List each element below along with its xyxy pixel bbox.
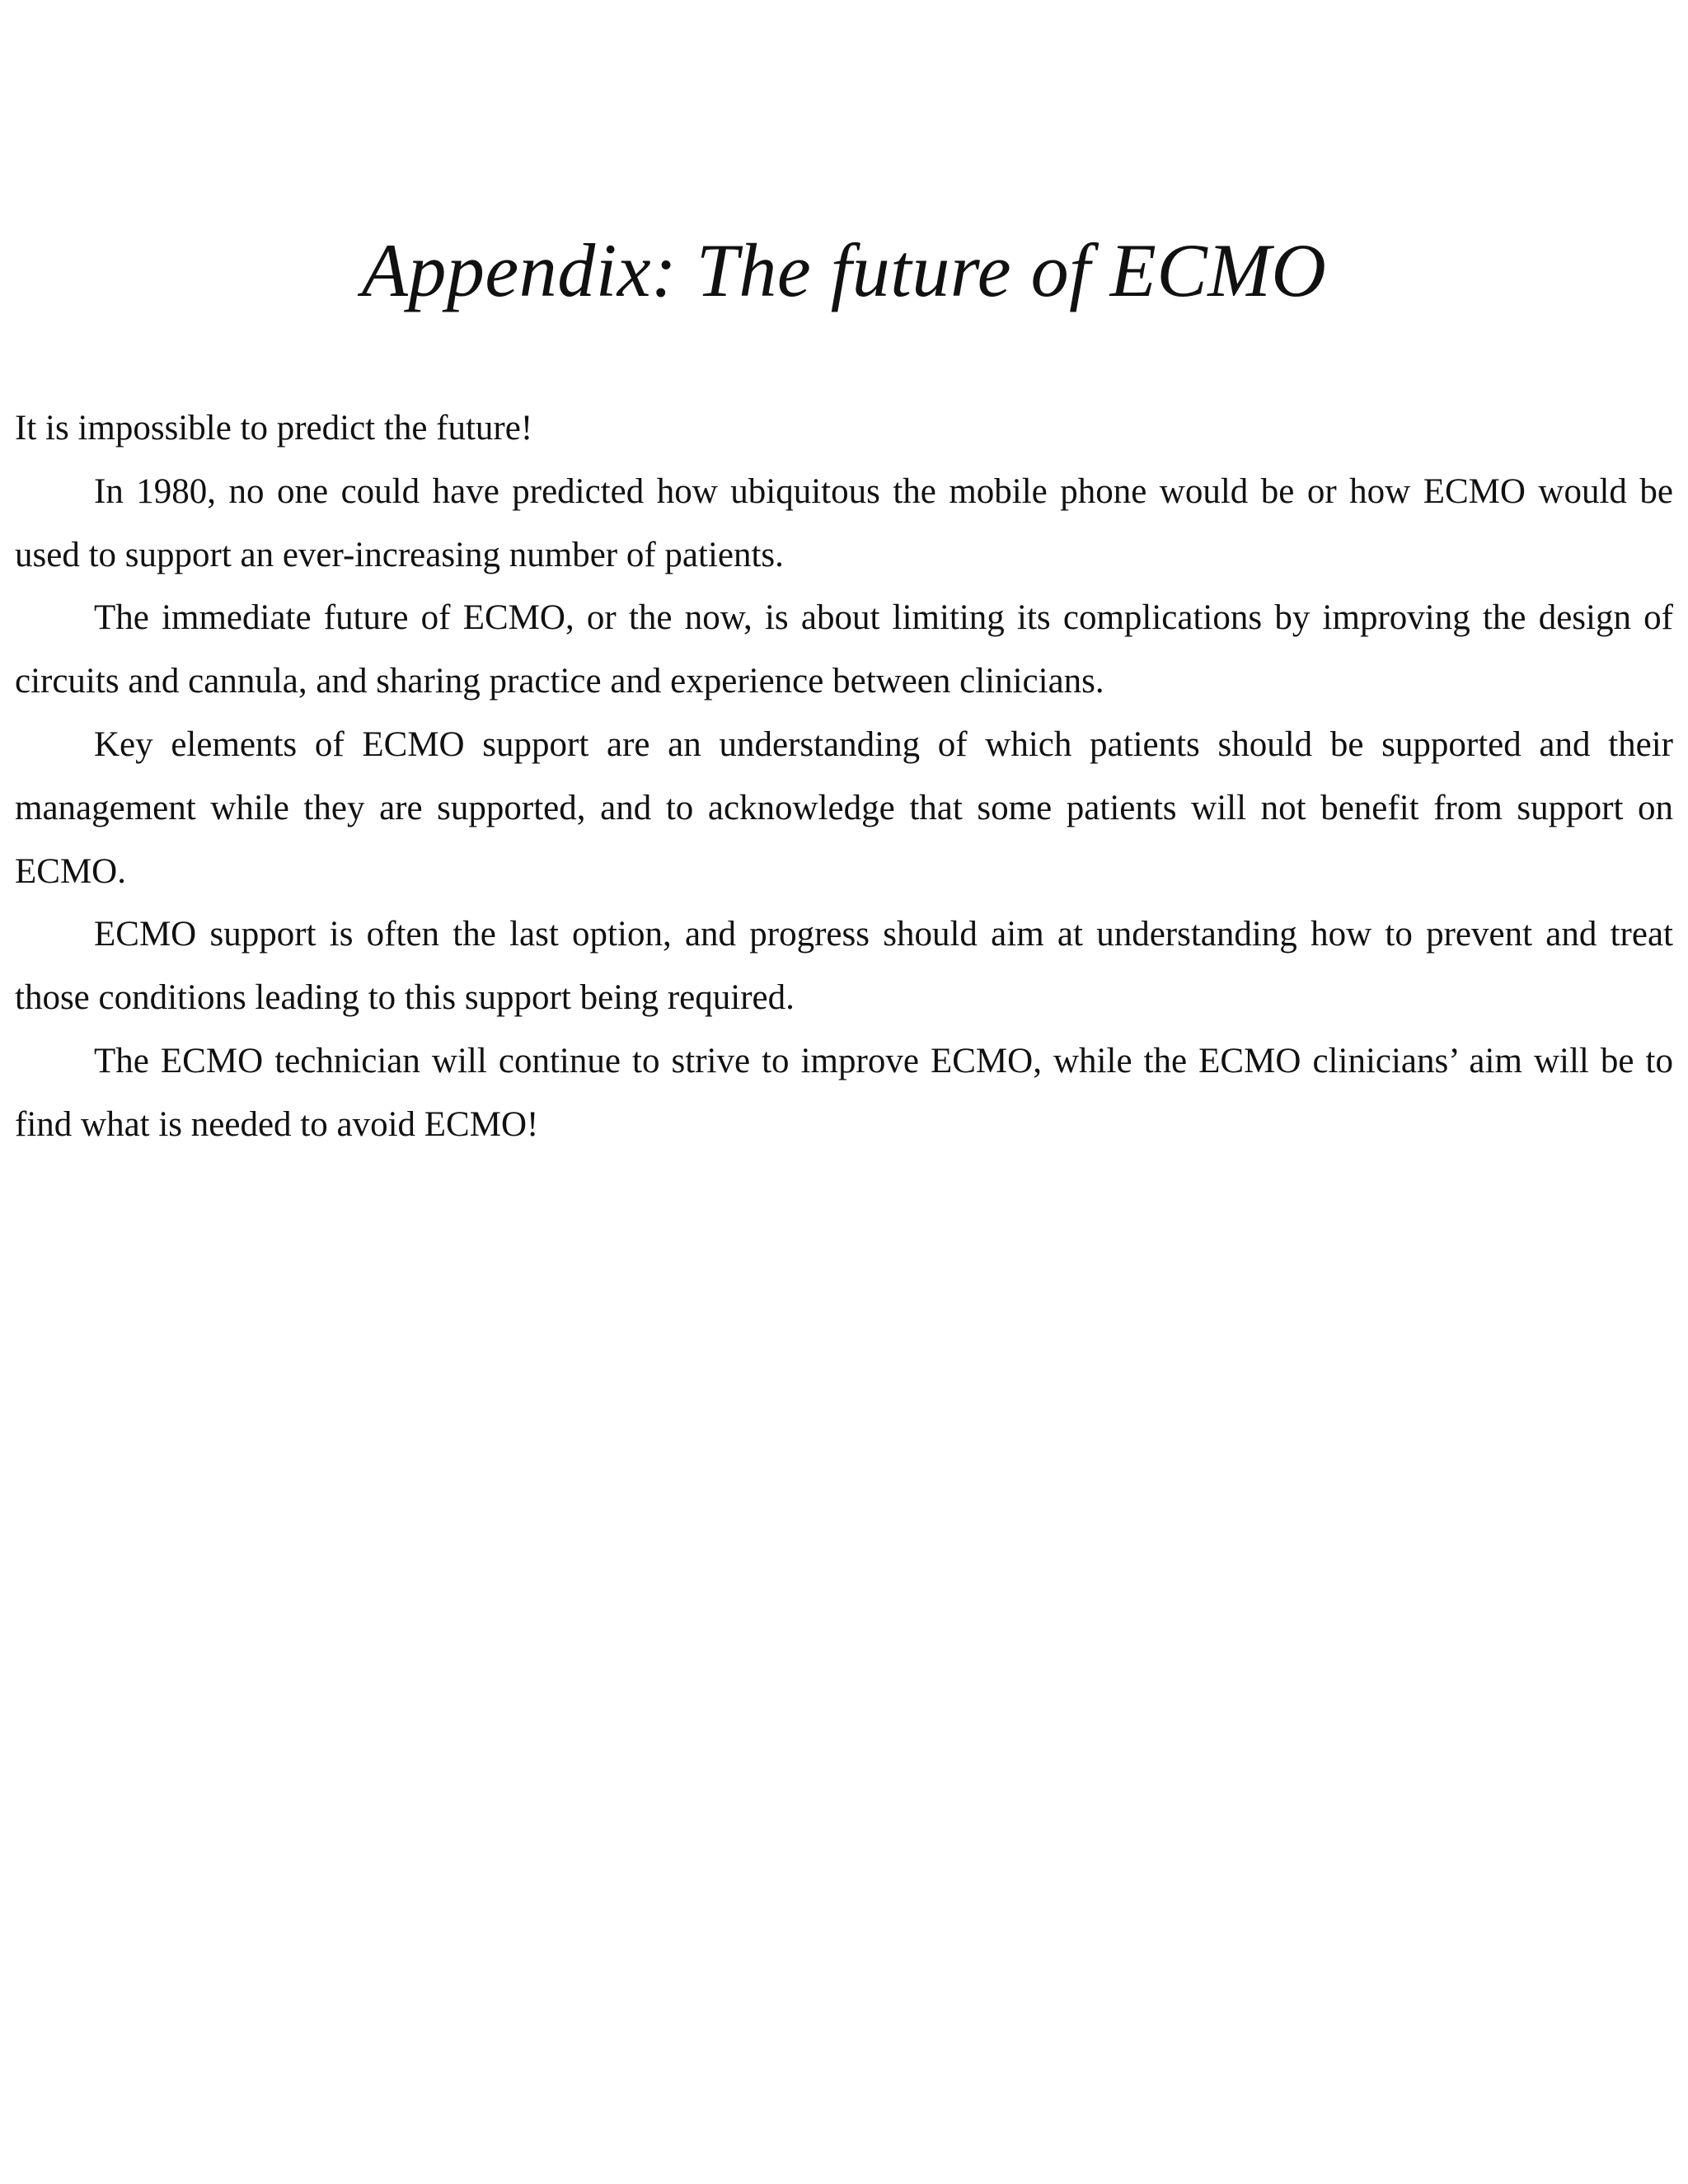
paragraph-technician: The ECMO technician will continue to strive to improve ECMO, while the ECMO clinicians’ aim will be to find what is needed to avoid ECMO! <box>15 1041 1673 1144</box>
paragraph-key-elements: Key elements of ECMO support are an understanding of which patients should be supported and their management while they are supported, and to acknowledge that some patients will not benefit from support on ECMO. <box>15 724 1673 891</box>
paragraph-last-option: ECMO support is often the last option, and progress should aim at understanding how to prevent and treat those conditions leading to this support being required. <box>15 915 1673 1018</box>
page-title: Appendix: The future of ECMO <box>361 228 1327 312</box>
paragraph-intro: It is impossible to predict the future! <box>15 409 533 448</box>
paragraph-mobile-phone: In 1980, no one could have predicted how ubiquitous the mobile phone would be or how ECMO would be used to support an ever-increasing number of patients. <box>15 471 1673 574</box>
paragraph-immediate-future: The immediate future of ECMO, or the now, is about limiting its complications by improving the design of circuits and cannula, and sharing practice and experience between clinicians. <box>15 598 1673 701</box>
body-text <box>15 397 1673 1157</box>
